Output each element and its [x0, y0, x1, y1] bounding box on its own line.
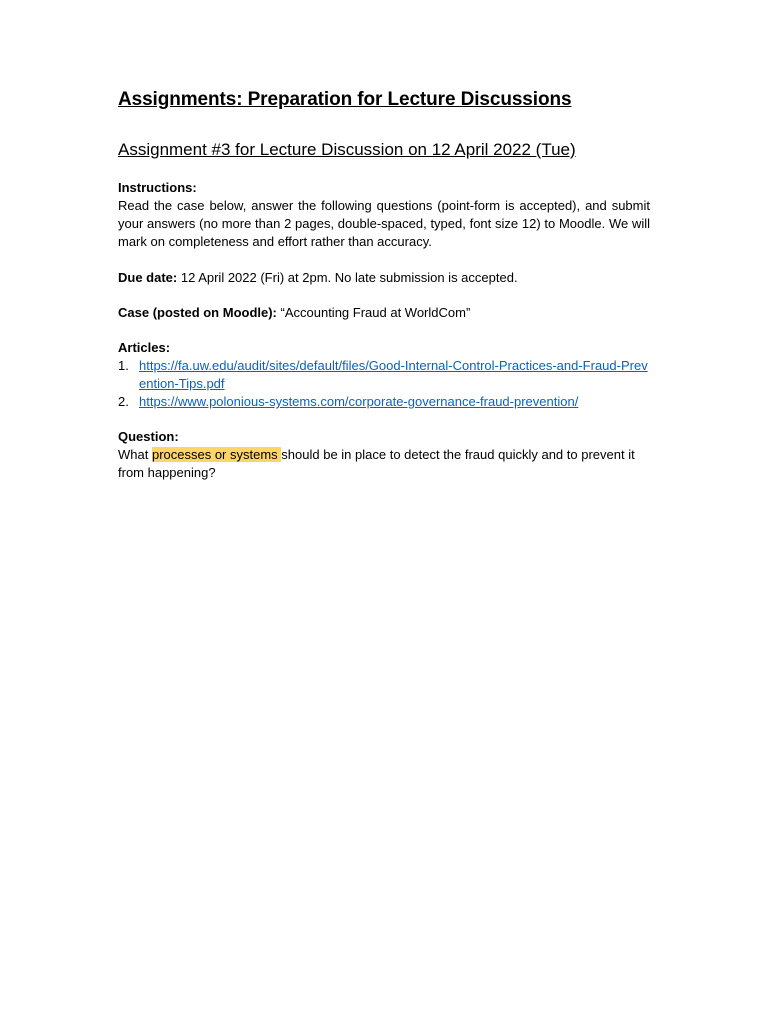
question-label: Question: [118, 429, 179, 444]
due-date-value: 12 April 2022 (Fri) at 2pm. No late submission is accepted. [177, 270, 518, 285]
case-value: “Accounting Fraud at WorldCom” [276, 305, 471, 320]
list-item [118, 357, 650, 393]
question-suffix: should be in place to detect the fraud quickly and to prevent it from happening? [118, 447, 635, 480]
highlighted-text: processes or systems [151, 447, 282, 462]
article-number: 1. [118, 358, 129, 373]
instructions-label: Instructions: [118, 180, 197, 195]
articles-list [118, 357, 650, 411]
instructions-body: Read the case below, answer the following questions (point-form is accepted), and submit your answers (no more than 2 pages, double-spaced, typed, font size 12) to Moodle. We will mark on completeness and effort rather than accuracy. [118, 198, 650, 249]
due-date-line [118, 269, 650, 287]
article-number: 2. [118, 394, 129, 409]
case-label: Case (posted on Moodle): [118, 305, 277, 320]
article-link-1[interactable]: https://fa.uw.edu/audit/sites/default/files/Good-Internal-Control-Practices-and-Fraud-Prevention-Tips.pdf [139, 358, 648, 391]
articles-label: Articles: [118, 340, 171, 355]
article-link-2[interactable]: https://www.polonious-systems.com/corporate-governance-fraud-prevention/ [139, 394, 579, 409]
case-line [118, 304, 650, 322]
question-body [118, 446, 643, 482]
due-date-label: Due date: [118, 270, 178, 285]
assignment-heading: Assignment #3 for Lecture Discussion on 12 April 2022 (Tue) [118, 140, 576, 159]
question-prefix: What [118, 447, 152, 462]
list-item [118, 393, 650, 411]
page-title: Assignments: Preparation for Lecture Discussions [118, 89, 572, 110]
